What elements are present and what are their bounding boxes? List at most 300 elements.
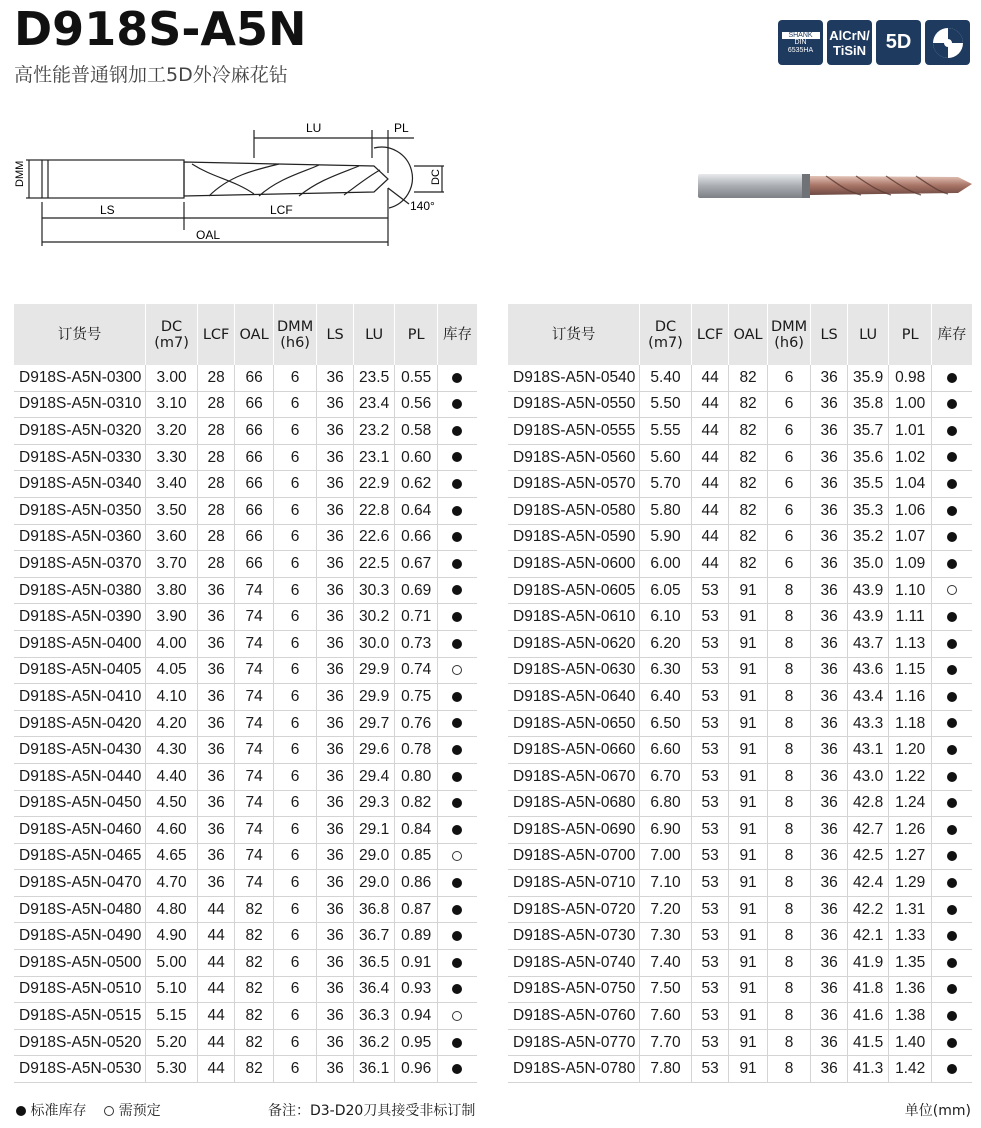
dmm-value: 6 [273,763,317,790]
stock-cell [931,657,972,684]
dmm-value: 6 [273,923,317,950]
lcf-value: 36 [197,630,234,657]
dmm-value: 8 [767,1029,811,1056]
spec-table-left [14,304,477,1083]
lu-value: 42.8 [847,790,889,817]
dc-value: 3.70 [146,551,198,578]
table-row [508,737,972,764]
ls-value: 36 [811,817,847,844]
stock-standard-icon [947,905,957,915]
stock-standard-icon [452,958,462,968]
dmm-value: 6 [767,391,811,418]
stock-standard-icon [947,506,957,516]
order-number: D918S-A5N-0360 [14,524,146,551]
stock-standard-icon [452,532,462,542]
pl-value: 1.42 [889,1056,932,1083]
dmm-value: 6 [273,950,317,977]
stock-cell [931,444,972,471]
dmm-value: 8 [767,950,811,977]
table-row [508,843,972,870]
order-number: D918S-A5N-0540 [508,365,640,391]
pl-value: 0.69 [395,577,438,604]
oal-value: 74 [235,630,273,657]
stock-standard-icon [452,984,462,994]
lcf-value: 44 [691,418,728,445]
lu-value: 35.3 [847,497,889,524]
lcf-value: 53 [691,817,728,844]
stock-cell [437,657,477,684]
stock-standard-icon [947,426,957,436]
dmm-value: 6 [273,843,317,870]
lcf-value: 36 [197,817,234,844]
ls-label: LS [100,203,115,217]
ls-value: 36 [317,471,353,498]
stock-order-icon [947,585,957,595]
stock-cell [437,497,477,524]
pl-value: 1.18 [889,710,932,737]
stock-standard-icon [947,479,957,489]
oal-value: 74 [235,870,273,897]
dc-value: 4.80 [146,896,198,923]
table-row [508,418,972,445]
order-number: D918S-A5N-0750 [508,976,640,1003]
order-number: D918S-A5N-0515 [14,1003,146,1030]
legend-order-label: 需预定 [118,1103,161,1119]
lcf-value: 53 [691,843,728,870]
dc-value: 4.90 [146,923,198,950]
lu-value: 36.7 [353,923,395,950]
order-number: D918S-A5N-0530 [14,1056,146,1083]
dmm-value: 6 [273,524,317,551]
ls-value: 36 [811,976,847,1003]
dc-value: 7.30 [640,923,692,950]
dc-value: 7.50 [640,976,692,1003]
oal-value: 82 [235,1003,273,1030]
ls-value: 36 [317,896,353,923]
dmm-value: 8 [767,657,811,684]
lu-value: 43.1 [847,737,889,764]
dmm-value: 6 [273,630,317,657]
stock-cell [437,870,477,897]
oal-value: 82 [235,1056,273,1083]
col-ls: LS [317,304,353,365]
pl-value: 0.85 [395,843,438,870]
pl-value: 1.15 [889,657,932,684]
lcf-value: 36 [197,763,234,790]
order-number: D918S-A5N-0320 [14,418,146,445]
stock-standard-icon [947,1011,957,1021]
oal-value: 91 [729,657,767,684]
stock-standard-icon [947,1064,957,1074]
dmm-value: 6 [273,710,317,737]
oal-value: 74 [235,843,273,870]
dmm-value: 6 [273,1003,317,1030]
lcf-value: 53 [691,577,728,604]
dc-value: 6.10 [640,604,692,631]
lu-value: 42.4 [847,870,889,897]
dc-value: 4.60 [146,817,198,844]
stock-cell [931,923,972,950]
stock-standard-icon [947,1038,957,1048]
ls-value: 36 [317,497,353,524]
stock-standard-icon [452,373,462,383]
lu-value: 29.0 [353,843,395,870]
dc-value: 5.55 [640,418,692,445]
lu-value: 35.7 [847,418,889,445]
ls-value: 36 [317,1056,353,1083]
lu-value: 22.9 [353,471,395,498]
shank-din-icon [778,20,823,65]
pl-value: 1.40 [889,1029,932,1056]
dmm-value: 8 [767,630,811,657]
order-number: D918S-A5N-0770 [508,1029,640,1056]
lu-value: 43.3 [847,710,889,737]
oal-value: 82 [235,950,273,977]
dc-value: 4.50 [146,790,198,817]
table-row [14,551,477,578]
legend-standard-label: 标准库存 [30,1103,87,1119]
dmm-value: 6 [273,391,317,418]
dmm-value: 6 [273,870,317,897]
ls-value: 36 [811,391,847,418]
ls-value: 36 [317,444,353,471]
lcf-value: 44 [691,551,728,578]
order-number: D918S-A5N-0710 [508,870,640,897]
oal-value: 91 [729,737,767,764]
stock-standard-icon [452,1038,462,1048]
lcf-value: 36 [197,843,234,870]
order-number: D918S-A5N-0310 [14,391,146,418]
oal-value: 74 [235,817,273,844]
dmm-label: DMM [14,160,26,187]
dmm-value: 6 [273,1056,317,1083]
stock-cell [437,817,477,844]
order-number: D918S-A5N-0700 [508,843,640,870]
dc-value: 5.30 [146,1056,198,1083]
col-pl: PL [889,304,932,365]
lcf-value: 44 [691,391,728,418]
oal-value: 91 [729,1056,767,1083]
table-row [508,391,972,418]
table-row [14,365,477,391]
lcf-value: 28 [197,471,234,498]
dc-value: 6.60 [640,737,692,764]
dc-value: 5.00 [146,950,198,977]
order-number: D918S-A5N-0730 [508,923,640,950]
stock-standard-icon [947,798,957,808]
lcf-value: 53 [691,657,728,684]
pl-value: 0.89 [395,923,438,950]
ls-value: 36 [317,524,353,551]
pl-value: 0.71 [395,604,438,631]
stock-cell [931,1056,972,1083]
pl-value: 1.29 [889,870,932,897]
stock-cell [931,497,972,524]
table-row [508,896,972,923]
lcf-value: 53 [691,684,728,711]
ls-value: 36 [317,365,353,391]
ls-value: 36 [811,896,847,923]
dmm-value: 8 [767,763,811,790]
col-dmm: DMM (h6) [273,304,317,365]
table-row [508,524,972,551]
pl-value: 1.07 [889,524,932,551]
lu-value: 29.7 [353,710,395,737]
stock-standard-icon [452,506,462,516]
lcf-value: 44 [197,1056,234,1083]
oal-value: 74 [235,577,273,604]
dmm-value: 6 [273,657,317,684]
dc-value: 7.00 [640,843,692,870]
table-header-row [508,304,972,365]
order-number: D918S-A5N-0550 [508,391,640,418]
lcf-value: 53 [691,923,728,950]
order-number: D918S-A5N-0430 [14,737,146,764]
table-row [508,1056,972,1083]
pl-value: 0.80 [395,763,438,790]
oal-value: 82 [729,418,767,445]
dmm-value: 6 [273,604,317,631]
order-number: D918S-A5N-0560 [508,444,640,471]
dmm-value: 6 [273,896,317,923]
lu-value: 29.4 [353,763,395,790]
lcf-value: 44 [691,524,728,551]
table-row [14,896,477,923]
col-stock: 库存 [931,304,972,365]
dc-value: 3.60 [146,524,198,551]
stock-cell [931,710,972,737]
coating-icon [827,20,872,65]
stock-standard-icon [947,665,957,675]
dmm-value: 8 [767,710,811,737]
dc-value: 7.20 [640,896,692,923]
order-number: D918S-A5N-0605 [508,577,640,604]
unit-label: 单位(mm) [904,1103,971,1119]
dc-value: 5.40 [640,365,692,391]
lu-value: 35.5 [847,471,889,498]
col-order: 订货号 [14,304,146,365]
stock-cell [437,923,477,950]
table-row [508,684,972,711]
lcf-value: 53 [691,763,728,790]
lu-value: 23.5 [353,365,395,391]
order-number: D918S-A5N-0460 [14,817,146,844]
col-lcf: LCF [691,304,728,365]
oal-value: 66 [235,524,273,551]
lu-value: 43.9 [847,577,889,604]
oal-value: 91 [729,843,767,870]
dc-value: 4.20 [146,710,198,737]
lcf-value: 53 [691,1029,728,1056]
ls-value: 36 [811,923,847,950]
lu-value: 29.9 [353,684,395,711]
stock-cell [931,524,972,551]
lcf-value: 36 [197,604,234,631]
dc-value: 3.40 [146,471,198,498]
order-number: D918S-A5N-0740 [508,950,640,977]
table-row [14,817,477,844]
lu-value: 35.2 [847,524,889,551]
ls-value: 36 [811,737,847,764]
lu-value: 42.2 [847,896,889,923]
ls-value: 36 [317,710,353,737]
dc-value: 4.65 [146,843,198,870]
stock-cell [437,391,477,418]
oal-value: 66 [235,391,273,418]
stock-standard-icon [947,745,957,755]
ls-value: 36 [811,684,847,711]
pl-value: 1.33 [889,923,932,950]
pl-value: 0.84 [395,817,438,844]
pl-value: 0.58 [395,418,438,445]
stock-standard-icon [452,452,462,462]
dmm-value: 6 [273,497,317,524]
lu-value: 41.6 [847,1003,889,1030]
lcf-value: 28 [197,524,234,551]
pl-value: 0.75 [395,684,438,711]
table-row [14,391,477,418]
dc-label: DC [430,169,442,185]
lcf-value: 36 [197,684,234,711]
ls-value: 36 [811,444,847,471]
lu-value: 43.7 [847,630,889,657]
lcf-value: 44 [691,471,728,498]
col-dc: DC (m7) [146,304,198,365]
dmm-value: 6 [767,471,811,498]
dmm-value: 6 [767,497,811,524]
ls-value: 36 [317,976,353,1003]
table-row [508,471,972,498]
pl-value: 1.16 [889,684,932,711]
ls-value: 36 [811,551,847,578]
lcf-value: 53 [691,737,728,764]
oal-value: 82 [729,391,767,418]
lcf-value: 44 [691,497,728,524]
table-row [508,950,972,977]
order-number: D918S-A5N-0410 [14,684,146,711]
col-lu: LU [847,304,889,365]
oal-value: 74 [235,710,273,737]
table-row [14,657,477,684]
lu-value: 30.3 [353,577,395,604]
table-row [14,444,477,471]
lcf-value: 28 [197,444,234,471]
drill-dimension-diagram [14,118,454,258]
table-row [14,577,477,604]
order-number: D918S-A5N-0330 [14,444,146,471]
oal-value: 74 [235,684,273,711]
pl-value: 0.93 [395,976,438,1003]
table-row [508,444,972,471]
shank-din-label: DIN [794,39,807,46]
table-row [14,1003,477,1030]
lu-value: 29.3 [353,790,395,817]
dc-value: 6.80 [640,790,692,817]
order-number: D918S-A5N-0780 [508,1056,640,1083]
dmm-value: 6 [273,790,317,817]
stock-standard-icon [452,1064,462,1074]
table-row [508,870,972,897]
dc-value: 3.00 [146,365,198,391]
oal-value: 82 [729,524,767,551]
shank-label: SHANK [782,32,820,39]
oal-value: 66 [235,497,273,524]
stock-cell [437,896,477,923]
dc-value: 7.40 [640,950,692,977]
stock-standard-icon [947,984,957,994]
lcf-label: LCF [270,203,293,217]
stock-standard-icon [452,718,462,728]
col-ls: LS [811,304,847,365]
table-row [508,1003,972,1030]
lcf-value: 36 [197,577,234,604]
stock-cell [437,577,477,604]
lcf-value: 53 [691,1003,728,1030]
stock-standard-icon [452,426,462,436]
dmm-value: 6 [273,365,317,391]
order-number: D918S-A5N-0680 [508,790,640,817]
lcf-value: 44 [197,976,234,1003]
lu-value: 29.0 [353,870,395,897]
lcf-value: 53 [691,710,728,737]
order-number: D918S-A5N-0520 [14,1029,146,1056]
pl-value: 1.27 [889,843,932,870]
oal-value: 66 [235,551,273,578]
ls-value: 36 [317,418,353,445]
footer-note: 备注：D3-D20刀具接受非标订制 [268,1103,476,1119]
ls-value: 36 [811,497,847,524]
stock-standard-icon [452,692,462,702]
pl-value: 1.10 [889,577,932,604]
pl-value: 0.73 [395,630,438,657]
oal-value: 82 [235,896,273,923]
pl-value: 1.00 [889,391,932,418]
stock-cell [931,950,972,977]
dmm-value: 8 [767,843,811,870]
oal-value: 91 [729,1003,767,1030]
lcf-value: 28 [197,551,234,578]
stock-cell [931,976,972,1003]
table-row [14,790,477,817]
ls-value: 36 [317,604,353,631]
lcf-value: 36 [197,657,234,684]
stock-cell [437,365,477,391]
stock-standard-icon [947,692,957,702]
oal-value: 66 [235,471,273,498]
order-number: D918S-A5N-0480 [14,896,146,923]
stock-standard-icon [947,772,957,782]
dc-value: 6.05 [640,577,692,604]
table-row [508,604,972,631]
shank-code-label: 6535HA [787,47,814,54]
stock-cell [931,896,972,923]
pl-value: 0.78 [395,737,438,764]
lcf-value: 53 [691,1056,728,1083]
ls-value: 36 [317,790,353,817]
dc-value: 5.70 [640,471,692,498]
stock-standard-icon [452,825,462,835]
stock-cell [931,684,972,711]
feature-badges [778,20,970,65]
stock-cell [931,790,972,817]
oal-value: 74 [235,790,273,817]
order-number: D918S-A5N-0470 [14,870,146,897]
dc-value: 3.30 [146,444,198,471]
lu-value: 36.2 [353,1029,395,1056]
table-row [508,657,972,684]
lu-value: 42.5 [847,843,889,870]
dmm-value: 6 [767,551,811,578]
